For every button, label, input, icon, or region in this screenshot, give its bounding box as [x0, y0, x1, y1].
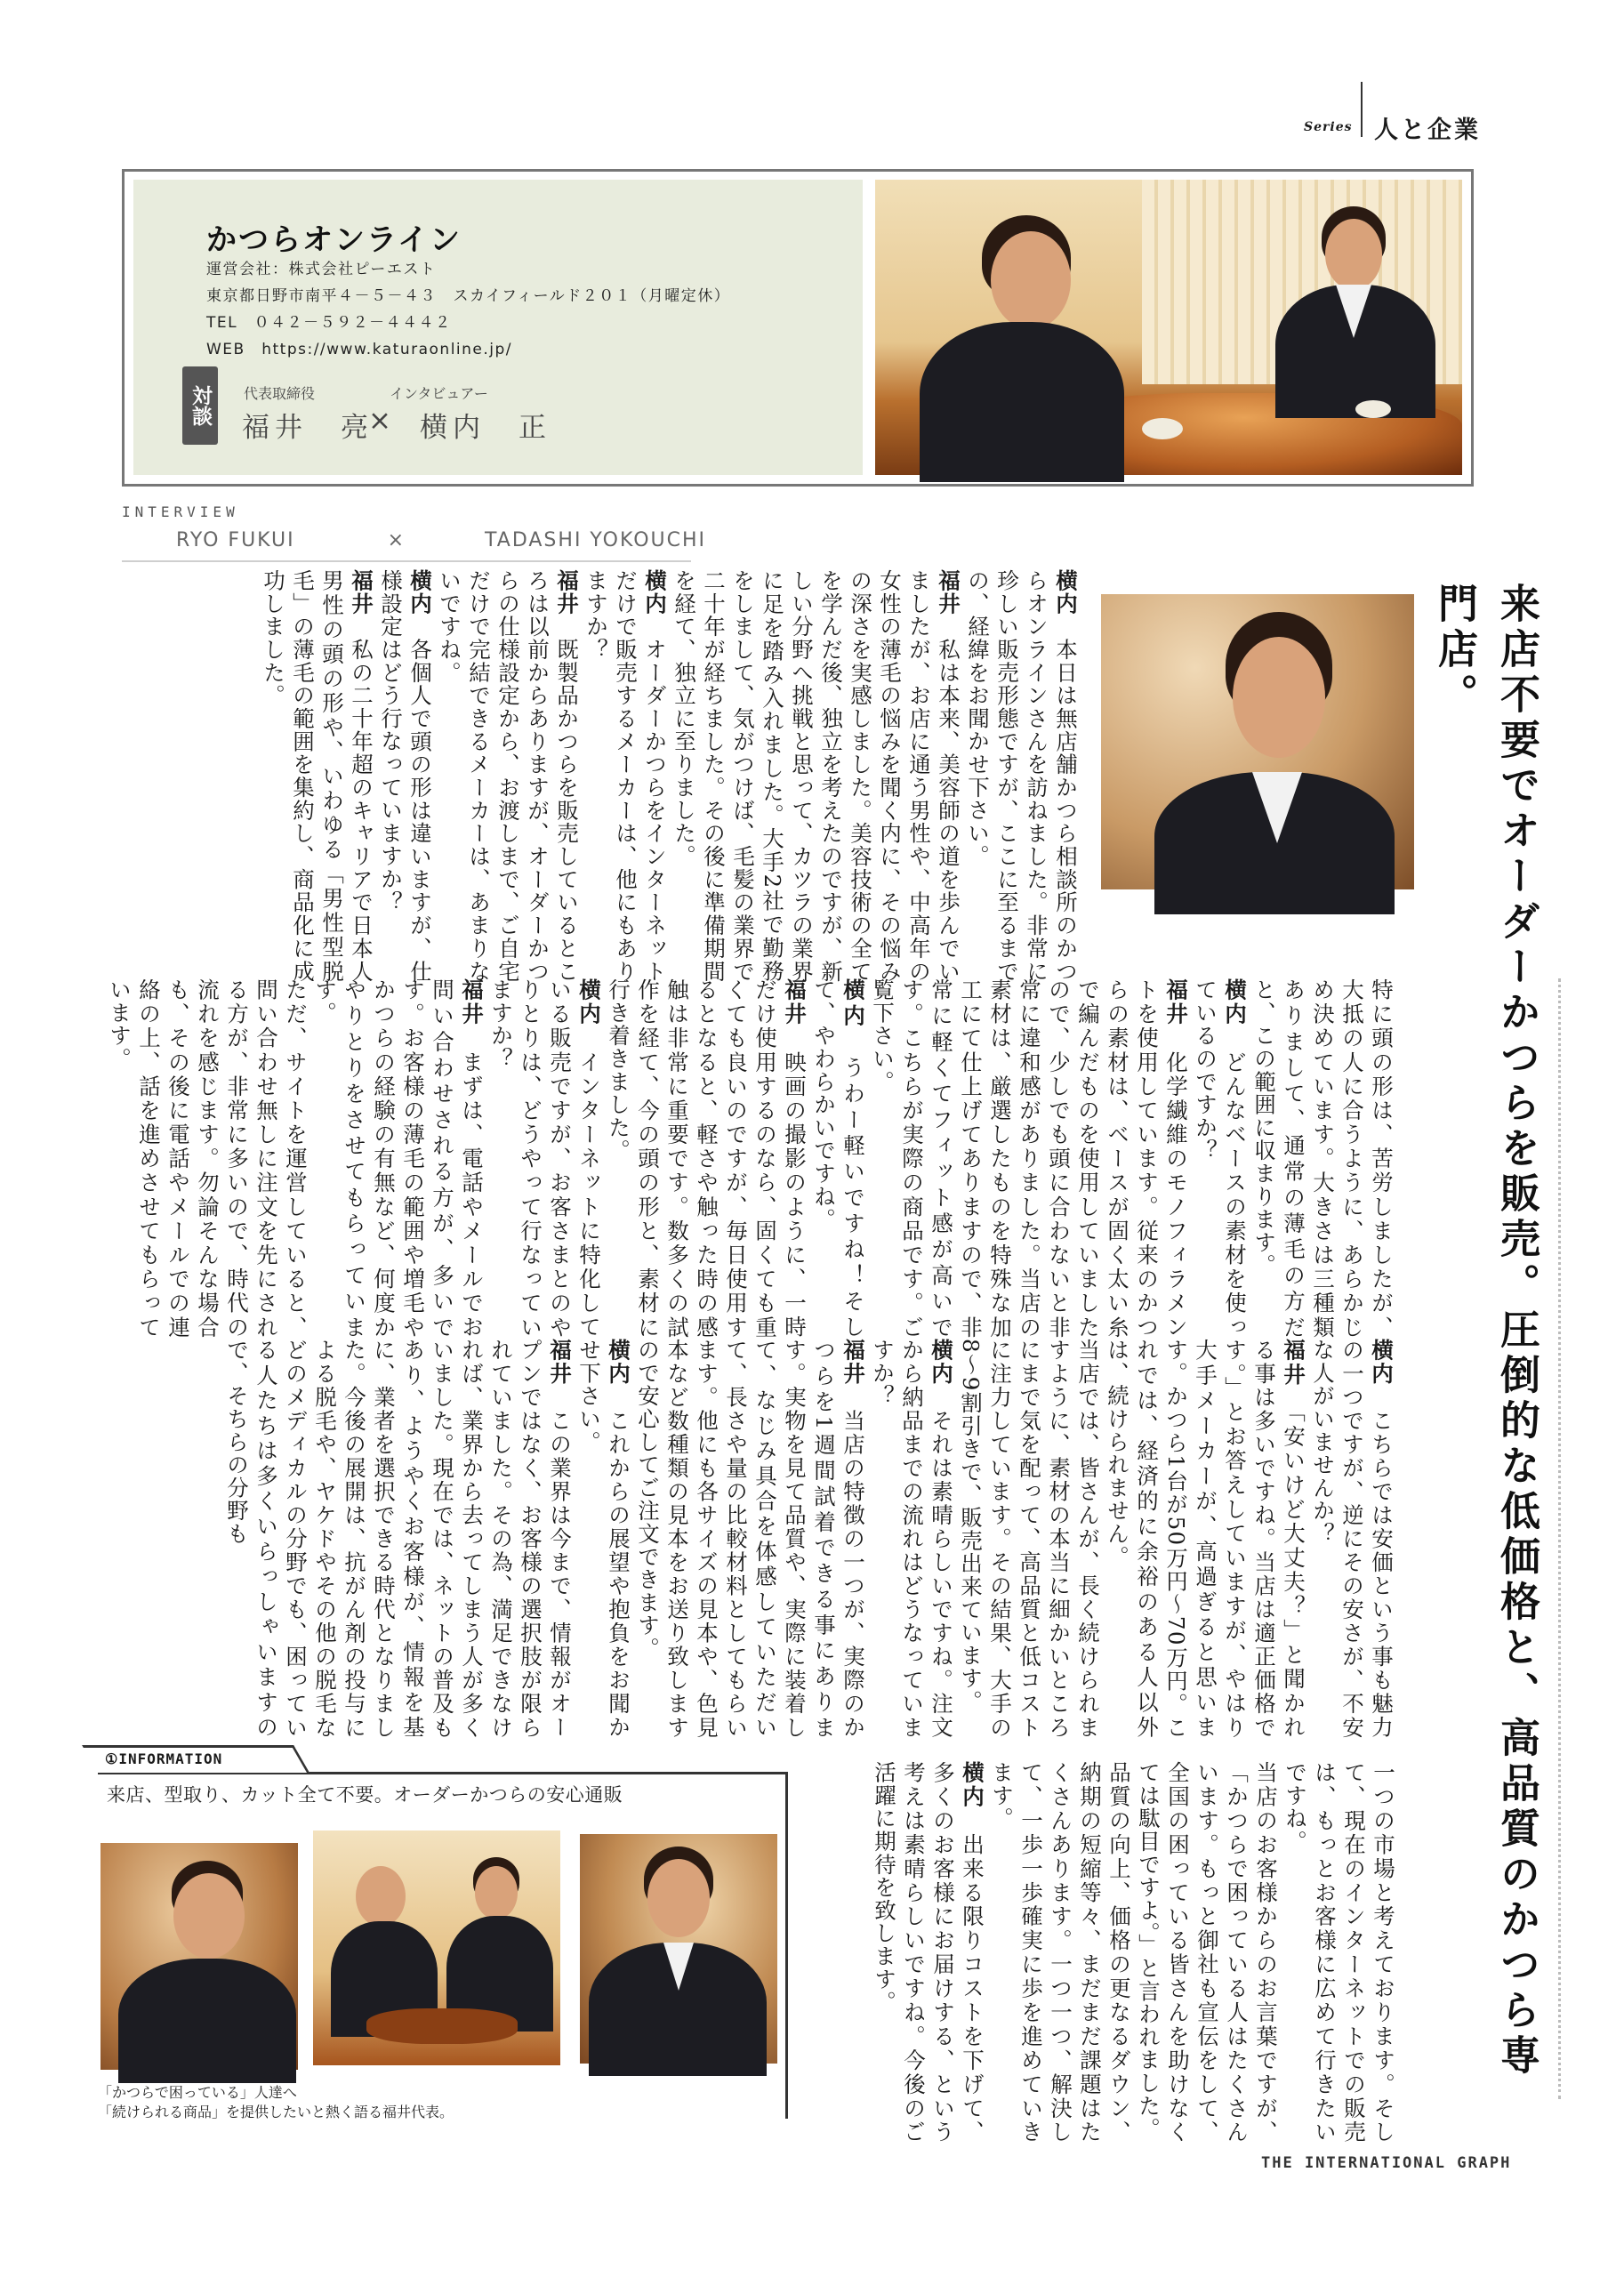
paragraph-text: 私は本来、美容師の道を歩んでいましたが、お店に通う男性や、中高年の女性の薄毛の悩みを聞く内に、その悩みの深さを実感しました。美容技術の全てを学んだ後、独立を考えたのですが、新しい分野へ挑戦と思って、カツラの業界に足を踏み入れました。大手2社で勤務をしまして、気がつけば、毛髪の業界で二十年が経ちました。その後に準備期間を経て、独立に至りました。 [671, 569, 961, 983]
paragraph [105, 978, 310, 1339]
footer-publication: THE INTERNATIONAL GRAPH [1261, 2154, 1512, 2172]
dialogue-badge: 対談 [182, 366, 218, 445]
speaker-label: 横内 [606, 1339, 631, 1387]
speaker-label: 福井 [459, 978, 485, 1027]
article-block-2 [107, 978, 1396, 1339]
company-operator: 運営会社：株式会社ピーエスト [206, 261, 437, 278]
interviewer-name: 横内 正 [420, 412, 551, 444]
paragraph [1308, 1339, 1396, 1739]
paragraph-text: ただ、サイトを運営していると、問い合わせ無しに注文を先にされる方が、非常に多いので、時代の流れを感じます。勿論そんな場合も、その後に電話やメールでの連絡の上、話を進めさせてもらっています。 [107, 978, 309, 1339]
info-photo-1-person [118, 1861, 296, 2074]
paragraph-text: うわー軽いですね！そして、やわらかいですね。 [811, 978, 866, 1339]
paragraph-text: 各個人で頭の形は違いますが、仕様設定はどう行なっていますか？ [378, 569, 433, 983]
photo-caption-line-1: 「かつらで困っている」人達へ [98, 2084, 297, 2101]
strip-divider [122, 560, 691, 562]
speaker-label: 横内 [576, 978, 602, 1027]
photo-caption-line-2: 「続けられる商品」を提供したいと熱く語る福井代表。 [98, 2104, 454, 2120]
speaker-label: 福井 [936, 569, 961, 616]
paragraph [486, 978, 604, 1339]
info-photo-3 [580, 1834, 777, 2064]
side-dotted-rule [1558, 978, 1563, 2099]
paragraph [1191, 978, 1250, 1339]
speaker-label: 横内 [1369, 1339, 1395, 1387]
paragraph-text: 当店の特徴の一つが、実際のかつらを1週間試着できる事にあります。実物を見て品質や、実際に装着して、なじみ具合を体感していただいて、長さや量の比較材料としてもらいます。他にも各サイズの見本や、色見本など数種類の見本をお送り致しますので安心してご注文できます。 [635, 1339, 866, 1739]
speaker-label: 横内 [1222, 978, 1248, 1027]
paragraph [670, 569, 963, 983]
paragraph-text: 出来る限りコストを下げて、多くのお客様にお届けする、という考えは素晴らしいですね。今後のご活躍に期待を致します。 [872, 1761, 985, 2144]
paragraph-text: インターネットに特化している販売ですが、お客さまとのやりとりは、どうやって行なっていますか？ [488, 978, 602, 1339]
paragraph [987, 1761, 1134, 2144]
rep-role: 代表取締役 [244, 385, 316, 402]
paragraph-text: 「安いけど大丈夫？」と聞かれる事は多いですね。当店は適正価格です。」とお答えしていますが、やはり大手メーカーが、高過ぎると思います。かつら1台が50万円〜70万円。これでは、経済的に余裕のある人以外は、続けられません。 [1105, 1339, 1306, 1739]
cross-mark: × [368, 405, 397, 437]
information-tag-text: ①INFORMATION [105, 1750, 223, 1767]
company-tel: TEL ０４２－５９２－４４４２ [206, 314, 452, 332]
paragraph-text: まずは、電話やメールでお問い合わせされる方が、多いです。お客様の薄毛の範囲や増毛やかつらの経験の有無など、何度かやりとりをさせてもらっています。 [312, 978, 485, 1339]
paragraph-text: 私の二十年超のキャリアで日本人男性の頭の形や、いわゆる「男性型脱毛」の薄毛の範囲を集約し、商品化に成功しました。 [261, 569, 374, 983]
speaker-label: 福井 [349, 569, 374, 616]
paragraph-text: 本日は無店舗かつら相談所のかつらオンラインさんを訪ねました。非常に珍しい販売形態ですが、ここに至るまでの、経緯をお聞かせ下さい。 [965, 569, 1079, 983]
paragraph [870, 1761, 987, 2144]
paragraph [575, 1339, 633, 1739]
speaker-label: 横内 [407, 569, 433, 616]
paragraph [582, 569, 670, 983]
paragraph [1281, 1761, 1398, 2144]
portrait-person [1154, 612, 1386, 897]
paragraph [633, 1339, 868, 1739]
company-address: 東京都日野市南平４－５－４３ スカイフィールド２０１（月曜定休） [206, 287, 731, 305]
speaker-label: 福井 [554, 569, 580, 616]
paragraph [259, 569, 376, 983]
company-web[interactable]: WEB https://www.katuraonline.jp/ [206, 341, 513, 358]
paragraph-text: 品質の向上、価格の更なるダウン、納期の短縮等々、まだまだ課題はたくさんあります。一つ一つ、解決して、一歩一歩確実に歩を進めていきます。 [989, 1761, 1132, 2144]
interview-photo [875, 180, 1462, 475]
portrait-photo [1101, 594, 1414, 889]
article-block-3 [125, 1339, 1396, 1739]
speaker-label: 福井 [840, 1339, 866, 1387]
interview-name-2: TADASHI YOKOUCHI [485, 529, 707, 551]
interview-name-1: RYO FUKUI [176, 529, 295, 551]
paragraph-text: 化学繊維のモノフィラメントを使用しています。従来のかつらの素材は、ベースが固く太い糸で編んだものを使用していましたので、少しでも頭に合わないと非常に違和感がありました。当店の素材は、厳選したものを特殊な加工にて仕上げてありますので、非常に軽くてフィット感が高いです。こちらが実際の商品です。ご覧下さい。 [870, 978, 1189, 1339]
paragraph [963, 569, 1081, 983]
interview-label: INTERVIEW [122, 503, 239, 520]
company-name: かつらオンライン [206, 222, 462, 258]
interview-cross: × [387, 529, 406, 551]
article-block-4 [832, 1761, 1398, 2144]
paragraph [956, 1339, 1103, 1739]
paragraph-text: こちらでは安価という事も魅力の一つですが、逆にその安さが、不安な人がいませんか？ [1310, 1339, 1395, 1739]
speaker-label: 福井 [547, 1339, 573, 1387]
series-title: 人と企業 [1374, 117, 1481, 144]
paragraph-text: この業界は今まで、情報がオープンではなく、お客様の選択肢が限られていました。その為、満足できなければ、業界から去ってしまう人が多くいました。現在では、ネットの普及もあり、ようやくお客様が、情報を基に、業者を選択できる時代となりました。今後の展開は、抗がん剤の投与による脱毛や、ヤケドやその他の脱毛などのメディカルの分野でも、困っている人たちは多くいらっしゃいますので、そちらの分野も [224, 1339, 573, 1739]
paragraph [1103, 1339, 1308, 1739]
paragraph [868, 978, 1191, 1339]
speaker-label: 横内 [960, 1761, 985, 1809]
info-photo-2 [313, 1830, 560, 2065]
paragraph [222, 1339, 575, 1739]
paragraph [809, 978, 868, 1339]
paragraph-text: それは素晴らしいですね。注文から納品までの流れはどうなっていますか？ [870, 1339, 954, 1739]
interviewer-role: インタビュアー [390, 385, 488, 402]
header-divider [1361, 82, 1363, 137]
information-caption: 来店、型取り、カット全て不要。オーダーかつらの安心通販 [107, 1784, 623, 1806]
person-yokouchi [1266, 206, 1444, 429]
paragraph [310, 978, 486, 1339]
paragraph [604, 978, 809, 1339]
paragraph-text: 特に頭の形は、苦労しましたが、大抵の人に合うように、あらかじめ決めています。大きさは三種類ありまして、通常の薄毛の方だと、この範囲に収まります。 [1251, 978, 1395, 1339]
paragraph-text: どんなベースの素材を使っているのですか？ [1193, 978, 1248, 1339]
paragraph-text: 当店のお客様からのお言葉ですが、「かつらで困っている人はたくさんいます。もっと御社も宣伝をして、全国の困っている皆さんを助けなくては駄目ですよ。」と言われました。 [1136, 1761, 1279, 2144]
info-photo-3-person [589, 1847, 767, 2069]
paragraph [376, 569, 435, 983]
interview-names [176, 529, 706, 551]
paragraph-text: 映画の撮影のように、一時だけ使用するのなら、固くても重くても良いのですが、毎日使用するとなると、軽さや触った時の感触は非常に重要です。数多くの試作を経て、今の頭の形と、素材に行き着きました。 [606, 978, 808, 1339]
speaker-label: 福井 [1281, 1339, 1306, 1388]
info-photo-1 [100, 1843, 298, 2070]
paragraph-text: オーダーかつらをインターネットだけで販売するメーカーは、他にもありますか？ [583, 569, 668, 983]
headline: 来店不要でオーダーかつらを販売。圧倒的な低価格と、高品質のかつら専門店。 [1431, 583, 1540, 2080]
paragraph [1134, 1761, 1281, 2144]
rep-name: 福井 亮 [242, 412, 374, 444]
tea-cup [1355, 400, 1391, 418]
tea-cup [1142, 418, 1183, 439]
speaker-label: 横内 [1053, 569, 1079, 616]
paragraph-text: 一つの市場と考えております。そして、現在のインターネットでの販売は、もっとお客様に広めて行きたいですね。 [1282, 1761, 1396, 2144]
speaker-label: 横内 [840, 978, 866, 1031]
paragraph [1250, 978, 1396, 1339]
speaker-label: 福井 [1163, 978, 1189, 1027]
paragraph [435, 569, 582, 983]
person-fukui [920, 215, 1142, 475]
paragraph [868, 1339, 956, 1739]
speaker-label: 横内 [642, 569, 668, 616]
paragraph-text: これからの展望や抱負をお聞かせ下さい。 [576, 1339, 631, 1739]
paragraph-text: 当店では、皆さんが、長く続けられますように、素材の本当に細かいところにまで気を配って、高品質と低コストに注力しています。その結果、大手の8〜9割引きで、販売出来ています。 [958, 1339, 1101, 1739]
speaker-label: 福井 [782, 978, 808, 1027]
speaker-label: 横内 [929, 1339, 954, 1387]
article-block-1 [125, 569, 1081, 983]
info-photo-2-table [366, 2008, 518, 2044]
paragraph-text: 既製品かつらを販売しているところは以前からありますが、オーダーかつらの仕様設定から、お渡しまで、ご自宅だけで完結できるメーカーは、あまりないですね。 [437, 569, 580, 983]
series-label: Series [1304, 120, 1353, 134]
